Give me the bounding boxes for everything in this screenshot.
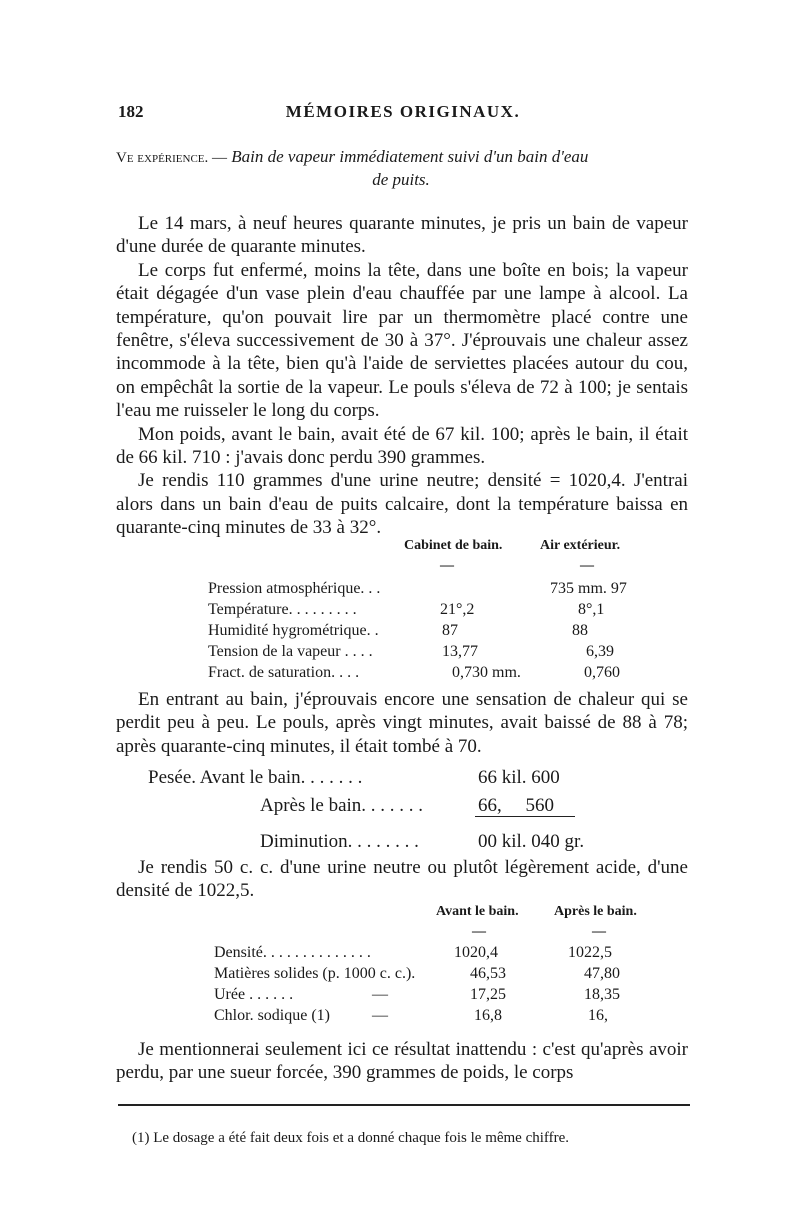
- paragraph: Je rendis 110 grammes d'une urine neutre; densité = 1020,4. J'entrai alors dans un bain d'eau de puits calcaire, dont la température baissa en quarante-cinq minutes de 33 à 32°.: [116, 470, 688, 539]
- table1-header: [404, 538, 664, 573]
- cell-air: 0,760: [584, 664, 620, 681]
- running-title: MÉMOIRES ORIGINAUX.: [285, 102, 521, 121]
- page-number: 182: [118, 102, 144, 121]
- body-text-after-table1: [116, 688, 688, 758]
- cell-avant: 46,53: [470, 965, 506, 982]
- table-row: [214, 963, 664, 984]
- row-label: Température. . . . . . . . .: [208, 601, 357, 618]
- experiment-title-line1: Bain de vapeur immédiatement suivi d'un bain d'eau: [231, 147, 589, 166]
- cell-bain: 21°,2: [440, 601, 475, 618]
- paragraph: Le corps fut enfermé, moins la tête, dans une boîte en bois; la vapeur était dégagée d'un vase plein d'eau chauffée par une lampe à alcool. La température, qu'on pouvait lire par un thermomètre placé contre une fenêtre, s'éleva successivement de 30 à 37°. J'éprouvais une chaleur assez incommode à la tête, bien qu'à l'aide de serviettes placées autour du cou, on empêchât la sortie de la vapeur. Le pouls s'éleva de 72 à 100; je sentais l'eau me ruisseler le long du corps.: [116, 259, 688, 422]
- row-label: Pression atmosphérique. . .: [208, 580, 381, 597]
- table2-dash: —: [472, 924, 486, 939]
- experiment-title-line2: de puits.: [372, 170, 430, 189]
- table-row: [214, 984, 664, 1005]
- row-label: Matières solides (p. 1000 c. c.).: [214, 965, 416, 982]
- body-text: [116, 212, 688, 540]
- footnote-rule: [118, 1104, 690, 1106]
- table1: [208, 578, 658, 683]
- paragraph: Je rendis 50 c. c. d'une urine neutre ou plutôt légèrement acide, d'une densité de 1022,5.: [116, 857, 688, 902]
- table2: [214, 942, 664, 1026]
- weighing-label: Diminution. . . . . . . .: [260, 831, 419, 852]
- paragraph: En entrant au bain, j'éprouvais encore une sensation de chaleur qui se perdit peu à peu. Le pouls, après vingt minutes, avait baissé de 88 à 78; après quarante-cinq minutes, il était tombé à 70.: [116, 689, 688, 757]
- cell-bain: 13,77: [442, 643, 478, 660]
- experiment-label: Ve expérience. —: [116, 150, 228, 166]
- weighing-row: [148, 828, 608, 856]
- cell-avant: 17,25: [470, 986, 506, 1003]
- table1-dash: —: [580, 558, 594, 573]
- cell-bain: 0,730 mm.: [452, 664, 521, 681]
- row-mark: —: [372, 986, 388, 1003]
- cell-apres: 18,35: [584, 986, 620, 1003]
- table-row: [208, 662, 658, 683]
- cell-air: 735 mm. 97: [550, 580, 627, 597]
- cell-air: 88: [572, 622, 588, 639]
- weighing-block: [148, 764, 608, 856]
- table1-col-air: Air extérieur.: [540, 538, 621, 553]
- weighing-label: Pesée. Avant le bain. . . . . . .: [148, 767, 363, 788]
- running-header: [118, 102, 688, 126]
- weighing-value: 66, 560: [478, 795, 554, 816]
- row-label: Chlor. sodique (1): [214, 1007, 330, 1024]
- table2-header: [436, 904, 686, 939]
- cell-air: 8°,1: [578, 601, 605, 618]
- paragraph: Je mentionnerai seulement ici ce résultat inattendu : c'est qu'après avoir perdu, par une sueur forcée, 390 grammes de poids, le corps: [116, 1039, 688, 1084]
- weighing-value: 00 kil. 040 gr.: [478, 831, 585, 852]
- cell-avant: 16,8: [474, 1007, 502, 1024]
- paragraph: Mon poids, avant le bain, avait été de 67 kil. 100; après le bain, il était de 66 kil. 710 : j'avais donc perdu 390 grammes.: [116, 423, 688, 469]
- row-label: Densité. . . . . . . . . . . . . .: [214, 944, 371, 961]
- table1-col-bain: Cabinet de bain.: [404, 538, 503, 553]
- row-label: Humidité hygrométrique. .: [208, 622, 379, 639]
- footnote: (1) Le dosage a été fait deux fois et a donné chaque fois le même chiffre.: [132, 1130, 570, 1146]
- body-text-urine: [116, 856, 688, 903]
- weighing-value: 66 kil. 600: [478, 767, 560, 788]
- row-label: Fract. de saturation. . . .: [208, 664, 360, 681]
- paragraph: Le 14 mars, à neuf heures quarante minutes, je pris un bain de vapeur d'une durée de quarante minutes.: [116, 213, 688, 258]
- row-label: Urée . . . . . .: [214, 986, 294, 1003]
- weighing-row: [148, 764, 608, 792]
- table-row: [208, 599, 658, 620]
- table-row: [208, 578, 658, 599]
- cell-bain: 87: [442, 622, 458, 639]
- cell-apres: 16,: [588, 1007, 608, 1024]
- table-row: [214, 1005, 664, 1026]
- weighing-label: Après le bain. . . . . . .: [260, 795, 424, 816]
- table-row: [208, 620, 658, 641]
- cell-air: 6,39: [586, 643, 614, 660]
- table1-dash: —: [440, 558, 454, 573]
- experiment-heading: [116, 146, 706, 191]
- table-row: [214, 942, 664, 963]
- table-row: [208, 641, 658, 662]
- table2-col-avant: Avant le bain.: [436, 904, 519, 919]
- table2-col-apres: Après le bain.: [554, 904, 637, 919]
- row-mark: —: [372, 1007, 388, 1024]
- row-label: Tension de la vapeur . . . .: [208, 643, 373, 660]
- table2-dash: —: [592, 924, 606, 939]
- cell-avant: 1020,4: [454, 944, 498, 961]
- sum-rule: [475, 816, 575, 817]
- cell-apres: 1022,5: [568, 944, 612, 961]
- cell-apres: 47,80: [584, 965, 620, 982]
- body-text-final: [116, 1038, 688, 1085]
